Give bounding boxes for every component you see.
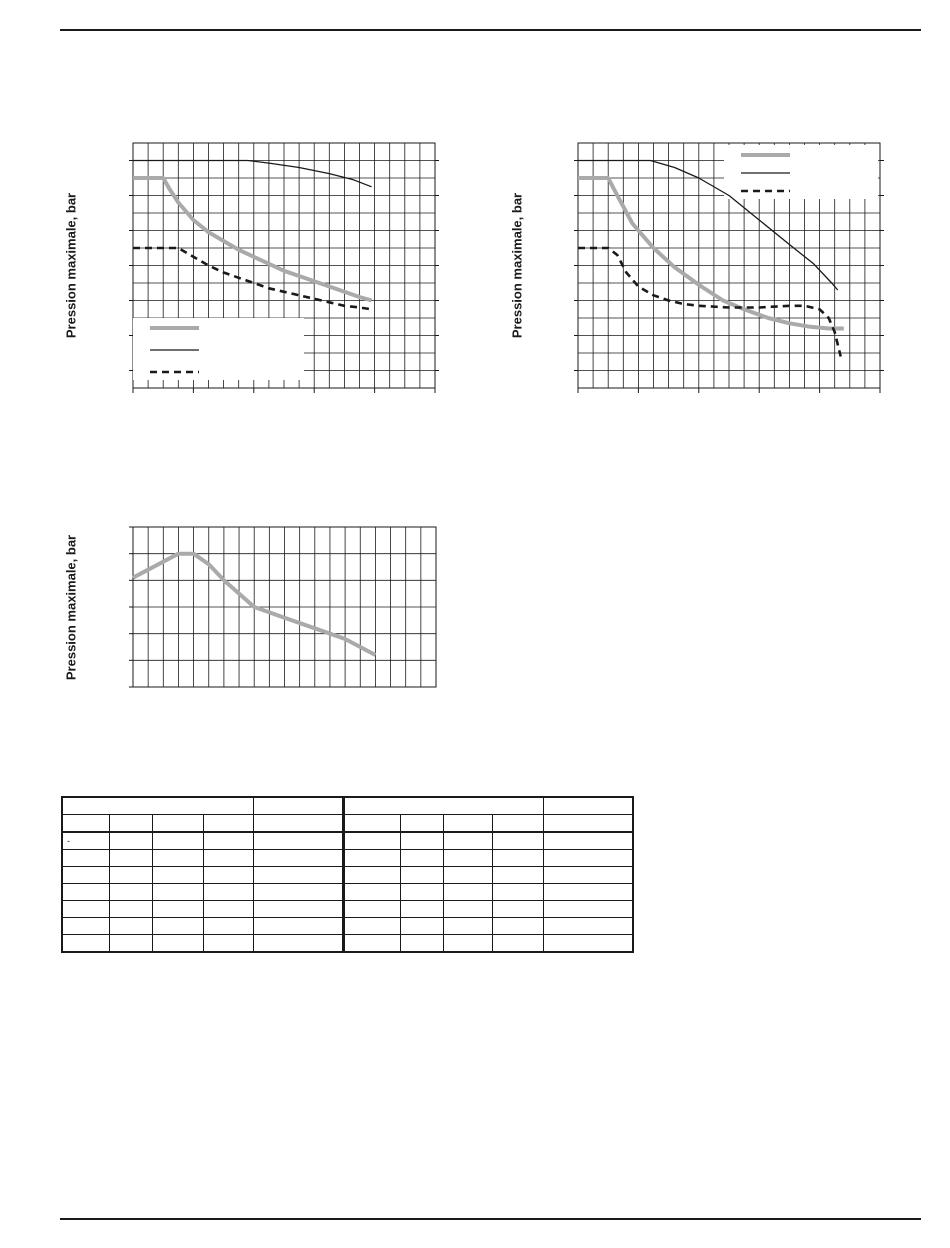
table-cell xyxy=(109,901,152,918)
chart-bottom-left-ylabel: Pression maximale, bar xyxy=(63,534,79,681)
table-cell xyxy=(254,832,344,850)
table-cell xyxy=(443,901,492,918)
chart-top-left-ylabel: Pression maximale, bar xyxy=(63,192,79,339)
table-cell xyxy=(254,850,344,867)
table-subheader-cell xyxy=(254,815,344,833)
table-cell xyxy=(544,901,633,918)
table-header-sub xyxy=(62,815,633,833)
table-cell xyxy=(443,884,492,901)
table-cell xyxy=(443,918,492,935)
table-cell xyxy=(492,884,543,901)
table-cell xyxy=(254,918,344,935)
table-cell xyxy=(152,918,203,935)
table-cell xyxy=(62,901,109,918)
table-cell xyxy=(400,850,443,867)
table-cell xyxy=(544,832,633,850)
table-cell xyxy=(344,867,400,884)
table-cell xyxy=(400,918,443,935)
table-cell xyxy=(443,832,492,850)
table-cell xyxy=(109,935,152,953)
table-subheader-cell xyxy=(344,815,400,833)
table-subheader-cell xyxy=(492,815,543,833)
table-cell xyxy=(203,918,253,935)
table-cell xyxy=(254,884,344,901)
table-cell xyxy=(344,935,400,953)
table-cell xyxy=(62,850,109,867)
table-cell xyxy=(62,867,109,884)
table-cell xyxy=(443,867,492,884)
table-cell xyxy=(152,867,203,884)
table-cell xyxy=(62,884,109,901)
table-cell xyxy=(344,901,400,918)
table-row xyxy=(62,850,633,867)
table-cell xyxy=(152,901,203,918)
table-cell xyxy=(492,901,543,918)
table-cell xyxy=(400,901,443,918)
table-cell xyxy=(152,935,203,953)
table-cell xyxy=(203,850,253,867)
table-cell xyxy=(203,832,253,850)
table-header-cell xyxy=(62,797,254,815)
table-header-cell xyxy=(544,797,633,815)
table-cell xyxy=(344,850,400,867)
table-cell xyxy=(109,918,152,935)
table-cell xyxy=(544,935,633,953)
bottom-rule xyxy=(60,1218,921,1220)
table-row xyxy=(62,867,633,884)
table-cell xyxy=(152,884,203,901)
table-cell xyxy=(254,867,344,884)
table-subheader-cell xyxy=(203,815,253,833)
chart-top-right-ylabel: Pression maximale, bar xyxy=(509,192,525,339)
table-cell: - xyxy=(62,832,109,850)
table-cell xyxy=(62,935,109,953)
table-cell xyxy=(492,935,543,953)
table-cell xyxy=(400,884,443,901)
table-cell xyxy=(492,867,543,884)
table-cell xyxy=(109,884,152,901)
table-cell xyxy=(203,935,253,953)
table-row xyxy=(62,901,633,918)
table-row xyxy=(62,935,633,953)
table-cell xyxy=(400,935,443,953)
table-subheader-cell xyxy=(400,815,443,833)
table-cell xyxy=(109,850,152,867)
table-cell xyxy=(492,832,543,850)
table-cell xyxy=(492,850,543,867)
table-cell xyxy=(344,918,400,935)
table-cell xyxy=(400,867,443,884)
table-subheader-cell xyxy=(109,815,152,833)
table-cell xyxy=(109,867,152,884)
table-subheader-cell xyxy=(544,815,633,833)
table-row xyxy=(62,918,633,935)
table-cell xyxy=(544,867,633,884)
table-cell xyxy=(400,832,443,850)
table-header-cell xyxy=(254,797,344,815)
table-cell xyxy=(544,850,633,867)
table-subheader-cell xyxy=(152,815,203,833)
table-cell xyxy=(492,918,543,935)
table-cell xyxy=(203,867,253,884)
table-row xyxy=(62,884,633,901)
table-cell xyxy=(254,935,344,953)
data-table xyxy=(61,796,634,953)
table-cell xyxy=(544,918,633,935)
table-header-cell xyxy=(344,797,544,815)
table-cell xyxy=(254,901,344,918)
table-subheader-cell xyxy=(443,815,492,833)
table-cell xyxy=(203,901,253,918)
table-cell xyxy=(62,918,109,935)
table-cell xyxy=(109,832,152,850)
table-cell xyxy=(344,884,400,901)
table-header-top xyxy=(62,797,633,815)
table-cell xyxy=(152,832,203,850)
table-cell xyxy=(203,884,253,901)
table-cell xyxy=(344,832,400,850)
table-cell xyxy=(544,884,633,901)
table-row xyxy=(62,832,633,850)
table-cell xyxy=(443,850,492,867)
table-subheader-cell xyxy=(62,815,109,833)
table-cell xyxy=(152,850,203,867)
table-cell xyxy=(443,935,492,953)
